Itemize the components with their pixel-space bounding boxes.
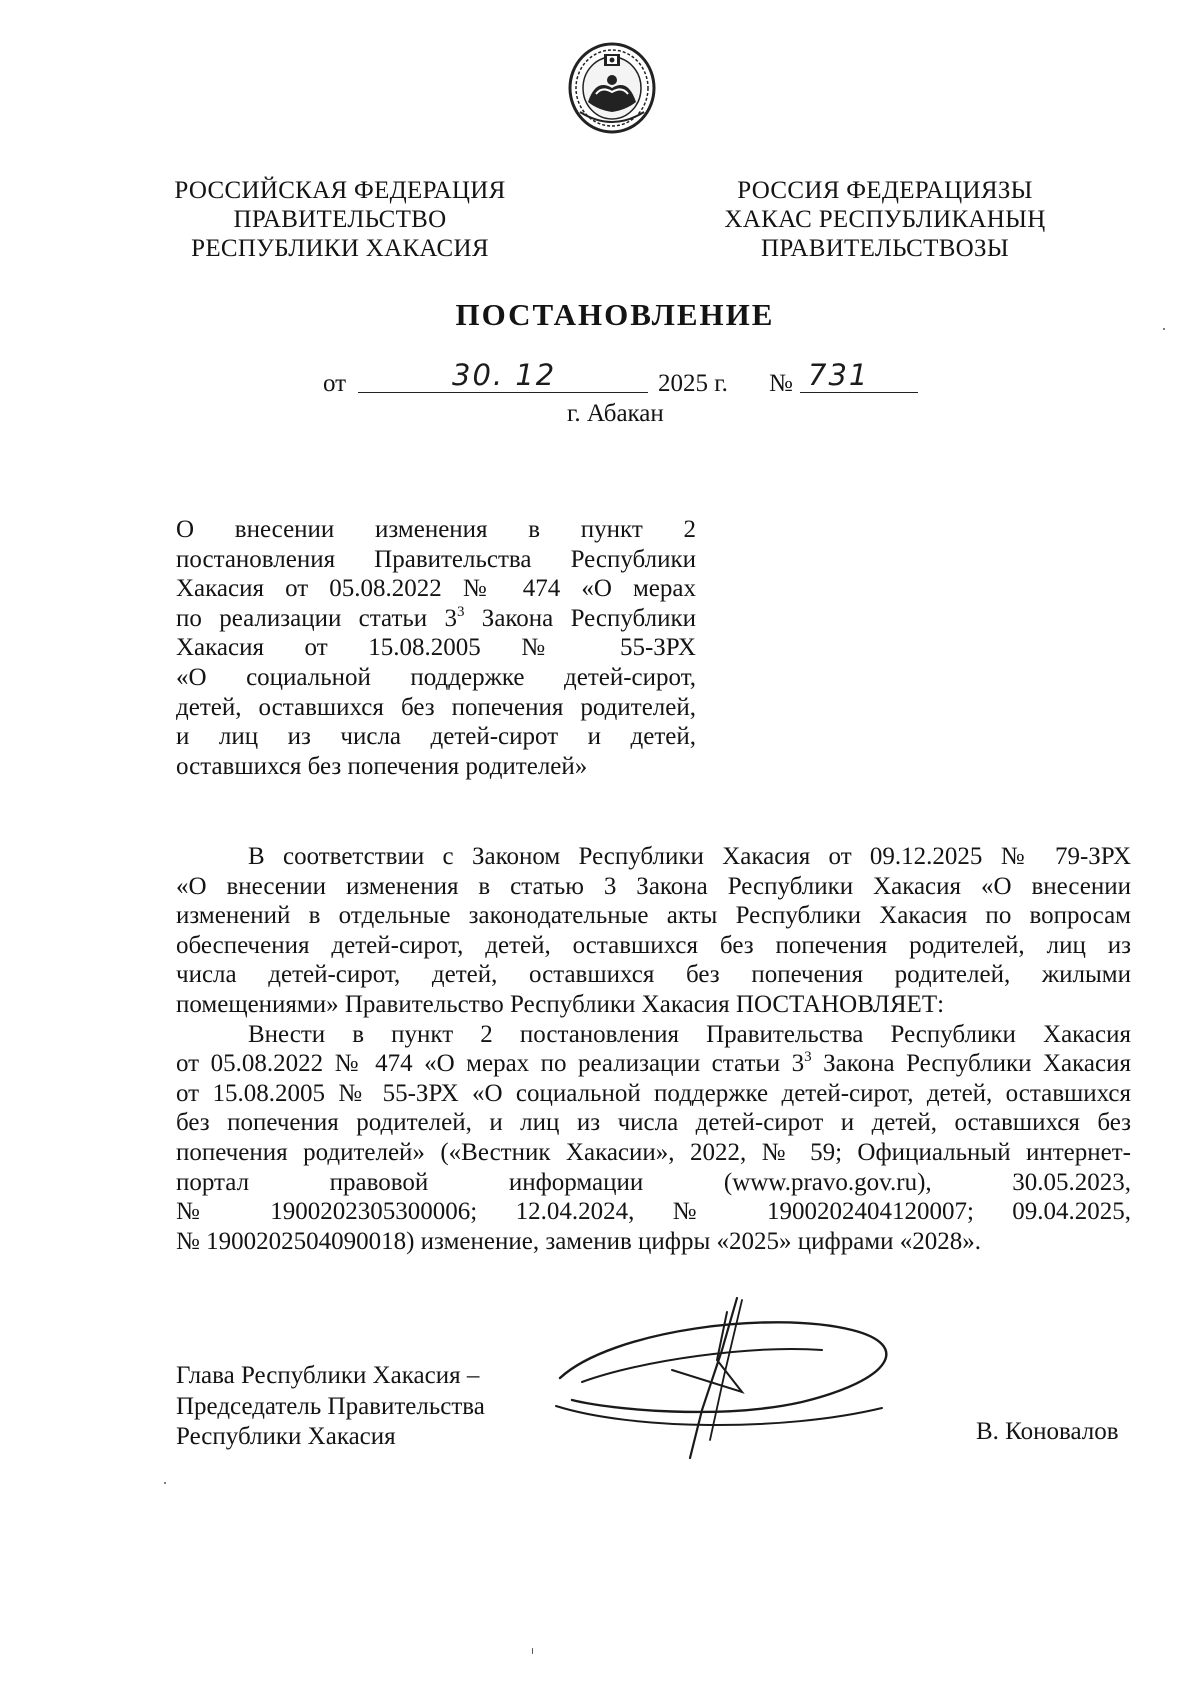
body-line: портал правовой информации (www.pravo.gov.ru), 30.05.2023,	[176, 1168, 1131, 1196]
signatory-position-line: Республики Хакасия	[176, 1423, 396, 1450]
body-line: от 05.08.2022 № 474 «О мерах по реализации статьи $3^3$ Закона Республики Хакасия	[176, 1049, 1131, 1078]
scan-speck	[164, 1482, 166, 1484]
coat-of-arms-emblem	[566, 36, 658, 136]
scan-speck	[1163, 328, 1165, 330]
body-text	[176, 842, 1131, 1256]
subject-line: оставшихся без попечения родителей»	[176, 752, 588, 780]
city-label: г. Абакан	[567, 400, 664, 427]
number-label: №	[769, 370, 793, 397]
header-left	[160, 176, 520, 263]
scan-speck	[532, 1648, 533, 1654]
body-line: обеспечения детей-сирот, детей, оставшихся без попечения родителей, лиц из	[176, 931, 1131, 959]
date-underline	[358, 392, 648, 393]
handwritten-date: 30. 12	[452, 358, 557, 392]
subject-block	[176, 515, 696, 781]
subject-line: Хакасия от 15.08.2005 № 55-ЗРХ	[176, 634, 696, 662]
body-line: изменений в отдельные законодательные акты Республики Хакасия по вопросам	[176, 902, 1131, 930]
body-line: без попечения родителей, и лиц из числа детей-сирот и детей, оставшихся без	[176, 1109, 1131, 1137]
signatory-name: В. Коновалов	[976, 1418, 1119, 1445]
date-from-label: от	[323, 370, 347, 397]
header-left-line: РОССИЙСКАЯ ФЕДЕРАЦИЯ	[174, 177, 506, 204]
signatory-position	[176, 1361, 485, 1453]
subject-line: Хакасия от 05.08.2022 № 474 «О мерах	[176, 575, 696, 603]
subject-line: и лиц из числа детей-сирот и детей,	[176, 723, 696, 751]
body-line: № 1900202305300006; 12.04.2024, № 1900202404120007; 09.04.2025,	[176, 1198, 1131, 1226]
year-label: 2025 г.	[658, 370, 728, 397]
header-right-line: ПРАВИТЕЛЬСТВОЗЫ	[761, 235, 1009, 262]
header-left-line: РЕСПУБЛИКИ ХАКАСИЯ	[191, 235, 489, 262]
handwritten-signature	[552, 1290, 932, 1490]
header-right-line: ХАКАС РЕСПУБЛИКАНЫҢ	[724, 206, 1046, 233]
subject-line: «О социальной поддержке детей-сирот,	[176, 663, 696, 691]
signatory-position-line: Председатель Правительства	[176, 1392, 485, 1420]
superscript: 3	[804, 1049, 812, 1066]
body-line: попечения родителей» («Вестник Хакасии», 2022, № 59; Официальный интернет-	[176, 1138, 1131, 1166]
subject-line: О внесении изменения в пункт 2	[176, 516, 696, 543]
body-line: В соответствии с Законом Республики Хакасия от 09.12.2025 № 79-ЗРХ	[248, 843, 1131, 870]
body-line: «О внесении изменения в статью 3 Закона Республики Хакасия «О внесении	[176, 872, 1131, 900]
handwritten-number: 731	[808, 358, 870, 392]
body-line: № 1900202504090018) изменение, заменив цифры «2025» цифрами «2028».	[176, 1227, 982, 1255]
superscript: 3	[456, 603, 465, 620]
signatory-position-line: Глава Республики Хакасия –	[176, 1362, 480, 1389]
body-line: от 15.08.2005 № 55-ЗРХ «О социальной поддержке детей-сирот, детей, оставшихся	[176, 1079, 1131, 1107]
document-title: ПОСТАНОВЛЕНИЕ	[455, 297, 775, 332]
header-right-line: РОССИЯ ФЕДЕРАЦИЯЗЫ	[737, 177, 1033, 204]
number-underline	[800, 392, 918, 393]
subject-line: постановления Правительства Республики	[176, 545, 696, 573]
body-line: помещениями» Правительство Республики Хакасия ПОСТАНОВЛЯЕТ:	[176, 990, 945, 1018]
subject-line: детей, оставшихся без попечения родителей,	[176, 693, 696, 721]
body-line: числа детей-сирот, детей, оставшихся без попечения родителей, жилыми	[176, 961, 1131, 989]
subject-line: по реализации статьи $3^3$ Закона Республики	[176, 603, 696, 632]
body-line: Внести в пункт 2 постановления Правительства Республики Хакасия	[248, 1020, 1131, 1048]
header-left-line: ПРАВИТЕЛЬСТВО	[233, 206, 447, 233]
header-right	[700, 176, 1070, 263]
